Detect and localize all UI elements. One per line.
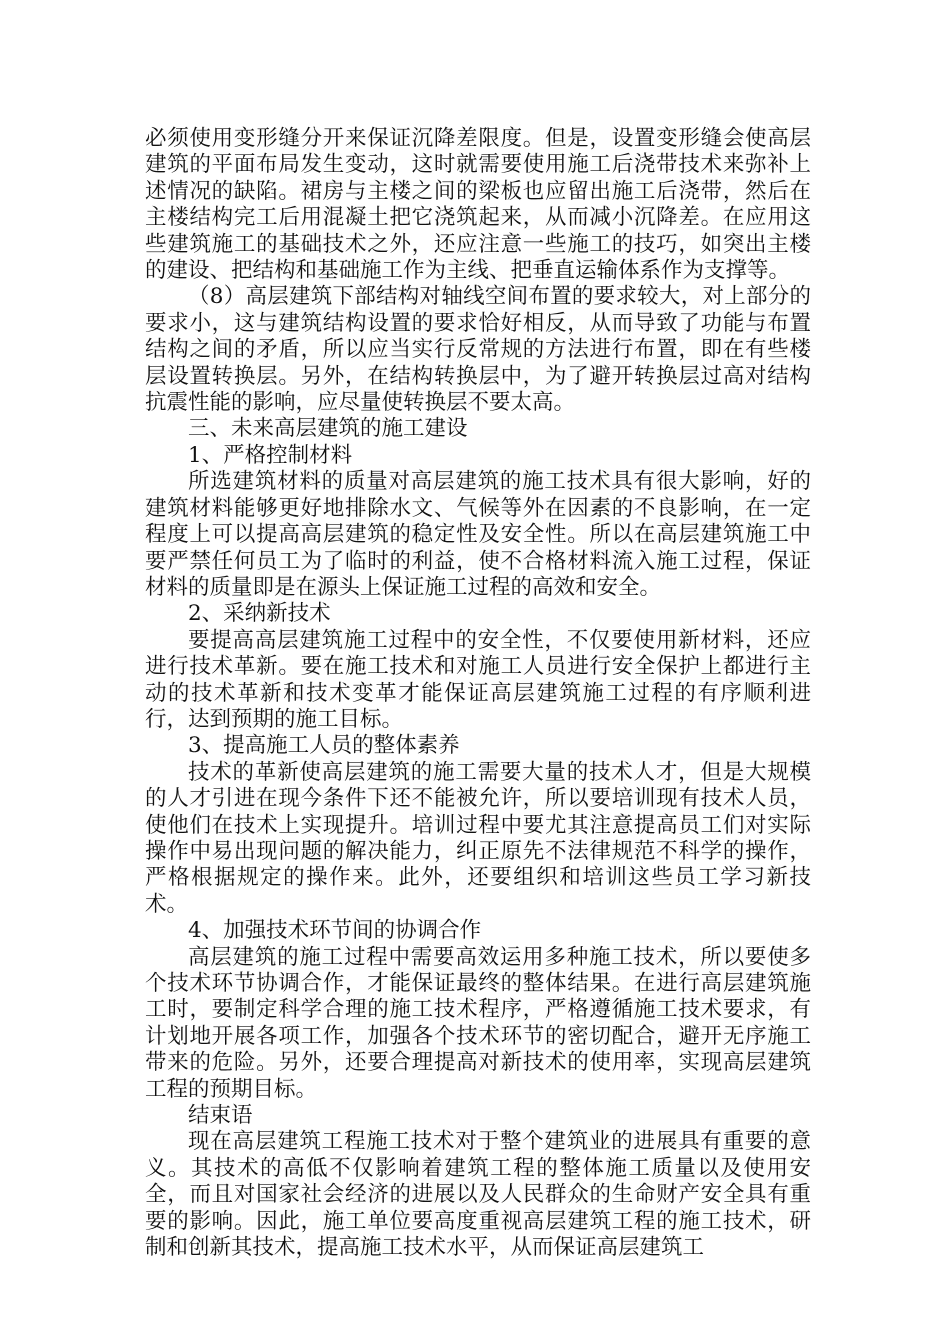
paragraph-item-8: （8）高层建筑下部结构对轴线空间布置的要求较大，对上部分的要求小，这与建筑结构设置的要求恰好相反，从而导致了功能与布置结构之间的矛盾，所以应当实行反常规的方法进行布置，即在有些楼层设置转换层。另外，在结构转换层中，为了避开转换层过高对结构抗震性能的影响，应尽量使转换层不要太高。 (145, 284, 811, 416)
section-heading-3: 三、未来高层建筑的施工建设 (188, 416, 468, 442)
paragraph-new-technology: 要提高高层建筑施工过程中的安全性，不仅要使用新材料，还应进行技术革新。要在施工技术和对施工人员进行安全保护上都进行主动的技术革新和技术变革才能保证高层建筑施工过程的有序顺利进行，达到预期的施工目标。 (145, 627, 811, 732)
subheading-3: 3、提高施工人员的整体素养 (188, 733, 460, 759)
subheading-4: 4、加强技术环节间的协调合作 (188, 918, 482, 944)
paragraph-materials: 所选建筑材料的质量对高层建筑的施工技术具有很大影响，好的建筑材料能够更好地排除水文、气候等外在因素的不良影响，在一定程度上可以提高高层建筑的稳定性及安全性。所以在高层建筑施工中要严禁任何员工为了临时的利益，使不合格材料流入施工过程，保证材料的质量即是在源头上保证施工过程的高效和安全。 (145, 469, 811, 600)
paragraph-coordination: 高层建筑的施工过程中需要高效运用多种施工技术，所以要使多个技术环节协调合作，才能保证最终的整体结果。在进行高层建筑施工时，要制定科学合理的施工技术程序，严格遵循施工技术要求，有计划地开展各项工作，加强各个技术环节的密切配合，避开无序施工带来的危险。另外，还要合理提高对新技术的使用率，实现高层建筑工程的预期目标。 (145, 944, 811, 1102)
conclusion-heading: 结束语 (188, 1103, 253, 1129)
paragraph-conclusion: 现在高层建筑工程施工技术对于整个建筑业的进展具有重要的意义。其技术的高低不仅影响着建筑工程的整体施工质量以及使用安全，而且对国家社会经济的进展以及人民群众的生命财产安全具有重要的影响。因此，施工单位要高度重视高层建筑工程的施工技术，研制和创新其技术，提高施工技术水平，从而保证高层建筑工 (145, 1129, 811, 1261)
paragraph-personnel: 技术的革新使高层建筑的施工需要大量的技术人才，但是大规模的人才引进在现今条件下还不能被允许，所以要培训现有技术人员，使他们在技术上实现提升。培训过程中要尤其注意提高员工们对实际操作中易出现问题的解决能力，纠正原先不法律规范不科学的操作，严格根据规定的操作来。此外，还要组织和培训这些员工学习新技术。 (145, 759, 811, 917)
subheading-2: 2、采纳新技术 (188, 601, 331, 627)
paragraph-continued: 必须使用变形缝分开来保证沉降差限度。但是，设置变形缝会使高层建筑的平面布局发生变动，这时就需要使用施工后浇带技术来弥补上述情况的缺陷。裙房与主楼之间的梁板也应留出施工后浇带，然后在主楼结构完工后用混凝土把它浇筑起来，从而减小沉降差。在应用这些建筑施工的基础技术之外，还应注意一些施工的技巧，如突出主楼的建设、把结构和基础施工作为主线、把垂直运输体系作为支撑等。 (145, 126, 811, 284)
document-body (145, 126, 811, 1261)
subheading-1: 1、严格控制材料 (188, 442, 353, 468)
